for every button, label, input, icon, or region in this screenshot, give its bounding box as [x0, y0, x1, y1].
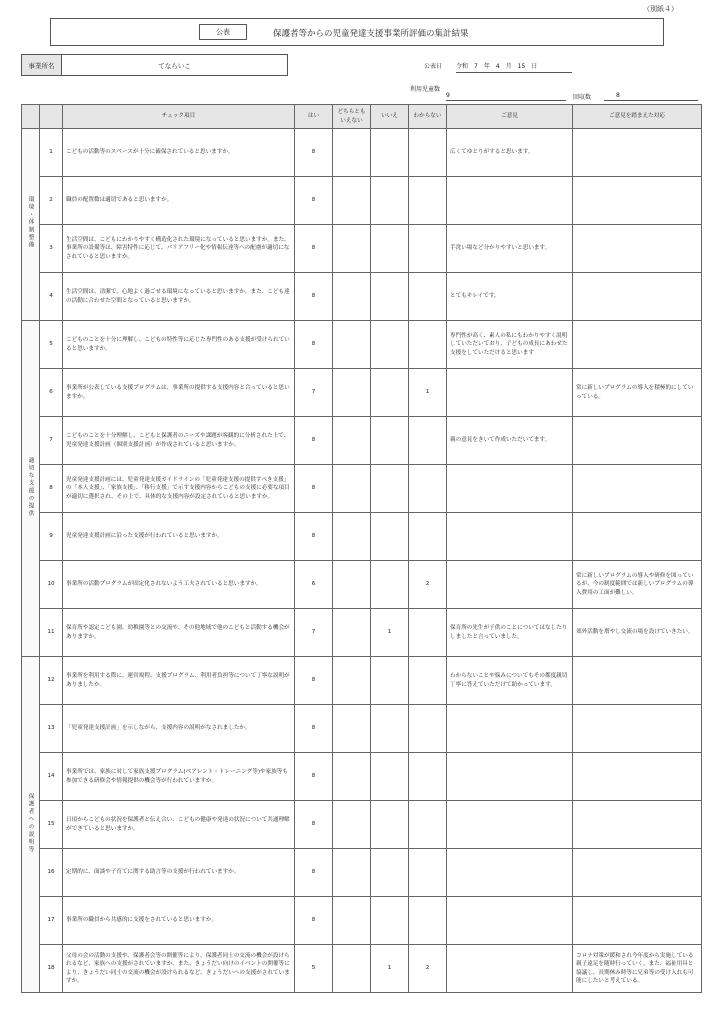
- answer-yes: 8: [295, 177, 333, 225]
- opinion-text: [447, 561, 573, 609]
- row-number: 5: [40, 321, 63, 369]
- row-number: 16: [40, 849, 63, 897]
- item-text: 日頃からこどもの状況を保護者と伝え合い、こどもの健康や発達の状況について共通理解ができていると思いますか。: [63, 801, 295, 849]
- table-row: [22, 417, 702, 465]
- category-cell: [22, 321, 40, 657]
- opinion-text: [447, 849, 573, 897]
- answer-no: [371, 897, 409, 945]
- header-neither: どちらとも いえない: [333, 105, 371, 129]
- header-response: ご意見を踏まえた対応: [573, 105, 702, 129]
- opinion-text: [447, 465, 573, 513]
- answer-no: [371, 465, 409, 513]
- answer-unknown: [409, 465, 447, 513]
- answer-no: [371, 225, 409, 273]
- row-number: 8: [40, 465, 63, 513]
- answer-yes: 8: [295, 753, 333, 801]
- answer-unknown: [409, 273, 447, 321]
- answer-unknown: [409, 801, 447, 849]
- row-number: 14: [40, 753, 63, 801]
- item-text: 事業所が公表している支援プログラムは、事業所の提供する支援内容と合っていると思いますか。: [63, 369, 295, 417]
- item-text: 定期的に、面談や子育てに関する助言等の支援が行われていますか。: [63, 849, 295, 897]
- header-no: いいえ: [371, 105, 409, 129]
- opinion-text: [447, 369, 573, 417]
- answer-no: [371, 705, 409, 753]
- answer-yes: 8: [295, 273, 333, 321]
- answer-unknown: 2: [409, 561, 447, 609]
- answer-neither: [333, 897, 371, 945]
- answer-yes: 8: [295, 321, 333, 369]
- row-number: 7: [40, 417, 63, 465]
- answer-no: [371, 513, 409, 561]
- evaluation-table: [21, 104, 702, 993]
- header-yes: はい: [295, 105, 333, 129]
- answer-unknown: [409, 225, 447, 273]
- item-text: 事業所の職員から共感的に支援をされていると思いますか。: [63, 897, 295, 945]
- answer-neither: [333, 945, 371, 993]
- answer-unknown: [409, 705, 447, 753]
- answer-yes: 8: [295, 465, 333, 513]
- answer-yes: 8: [295, 801, 333, 849]
- answer-yes: 7: [295, 609, 333, 657]
- answer-no: [371, 561, 409, 609]
- response-text: [573, 225, 702, 273]
- annex-label: （別紙４）: [643, 5, 678, 13]
- answer-neither: [333, 609, 371, 657]
- page-title: 保護者等からの児童発達支援事業所評価の集計結果: [273, 29, 469, 39]
- answer-no: 1: [371, 945, 409, 993]
- opinion-text: [447, 753, 573, 801]
- table-row: [22, 129, 702, 177]
- answer-neither: [333, 177, 371, 225]
- row-number: 10: [40, 561, 63, 609]
- item-text: 父母の会の活動の支援や、保護者会等の開催等により、保護者同士の交流の機会が設けられるなど、家族への支援がされていますか。また、きょうだい向けのイベントの開催等により、きょうだい同士の交流の機会が設けられるなど、きょうだいへの支援がされていますか。: [63, 945, 295, 993]
- answer-yes: 7: [295, 369, 333, 417]
- response-text: [573, 801, 702, 849]
- response-text: 郊外活動を増やし交流の場を設けていきたい。: [573, 609, 702, 657]
- response-text: 常に新しいプログラムの導入や研修を図っているが、今の制度範囲では新しいプログラムの導入費用の工面が難しい。: [573, 561, 702, 609]
- answer-yes: 8: [295, 705, 333, 753]
- answer-no: [371, 273, 409, 321]
- answer-no: [371, 849, 409, 897]
- response-text: [573, 753, 702, 801]
- item-text: 児童発達支援計画に沿った支援が行われていると思いますか。: [63, 513, 295, 561]
- response-count-label: 回収数: [573, 94, 592, 101]
- table-row: [22, 801, 702, 849]
- answer-neither: [333, 705, 371, 753]
- category-label: 保護者への説明等: [27, 792, 34, 854]
- opinion-text: 専門性が高く、素人の私にもわかりやすく説明していただいており、子どもの成長にあわせた支援をしていただけると思います: [447, 321, 573, 369]
- opinion-text: 手洗い場など分かりやすいと思います。: [447, 225, 573, 273]
- table-row: [22, 561, 702, 609]
- header-opinion: ご意見: [447, 105, 573, 129]
- answer-yes: 5: [295, 945, 333, 993]
- answer-no: [371, 753, 409, 801]
- table-row: [22, 177, 702, 225]
- facility-label: 事業所名: [21, 54, 62, 76]
- opinion-text: [447, 177, 573, 225]
- row-number: 9: [40, 513, 63, 561]
- item-text: こどものことを十分理解し、こどもと保護者のニーズや課題が客観的に分析された上で、児童発達支援計画（個別支援計画）が作成されていると思いますか。: [63, 417, 295, 465]
- table-row: [22, 753, 702, 801]
- answer-no: [371, 177, 409, 225]
- answer-neither: [333, 513, 371, 561]
- item-text: 保育所や認定こども園、幼稚園等との交流や、その他地域で他のこどもと活動する機会がありますか。: [63, 609, 295, 657]
- answer-unknown: [409, 753, 447, 801]
- response-text: [573, 897, 702, 945]
- table-row: [22, 225, 702, 273]
- public-tag: 公表: [199, 24, 247, 40]
- header-unknown: わからない: [409, 105, 447, 129]
- row-number: 17: [40, 897, 63, 945]
- response-text: [573, 465, 702, 513]
- item-text: 児童発達支援計画には、児童発達支援ガイドラインの「児童発達支援の提供すべき支援」の「本人支援」、「家族支援」、「移行支援」で示す支援内容からこどもの支援に必要な項目が適切に選択され、その上で、具体的な支援内容が設定されていると思いますか。: [63, 465, 295, 513]
- answer-neither: [333, 369, 371, 417]
- table-row: [22, 369, 702, 417]
- row-number: 4: [40, 273, 63, 321]
- answer-yes: 6: [295, 561, 333, 609]
- answer-unknown: [409, 321, 447, 369]
- table-row: [22, 513, 702, 561]
- row-number: 6: [40, 369, 63, 417]
- response-text: [573, 705, 702, 753]
- row-number: 11: [40, 609, 63, 657]
- response-text: コロナ対策が緩和され今年度から実施している親子遠足を随時行っていく。また、福祉用具と協議し、長期休み時等に兄弟等の受け入れも可能にしたいと考えている。: [573, 945, 702, 993]
- answer-no: [371, 417, 409, 465]
- answer-unknown: [409, 609, 447, 657]
- answer-no: [371, 369, 409, 417]
- item-text: 「児童発達支援計画」を示しながら、支援内容の説明がなされましたか。: [63, 705, 295, 753]
- response-text: [573, 417, 702, 465]
- opinion-text: [447, 897, 573, 945]
- answer-unknown: [409, 129, 447, 177]
- answer-neither: [333, 657, 371, 705]
- response-text: [573, 849, 702, 897]
- item-text: 事業所を利用する際に、運営規程、支援プログラム、利用者負担等について丁寧な説明がありましたか。: [63, 657, 295, 705]
- answer-yes: 8: [295, 417, 333, 465]
- table-row: [22, 465, 702, 513]
- item-text: こどものことを十分に理解し、こどもの特性等に応じた専門性のある支援が受けられていると思いますか。: [63, 321, 295, 369]
- item-text: 職員の配置数は適切であると思いますか。: [63, 177, 295, 225]
- answer-yes: 8: [295, 849, 333, 897]
- answer-neither: [333, 321, 371, 369]
- answer-neither: [333, 561, 371, 609]
- answer-unknown: [409, 177, 447, 225]
- item-text: 生活空間は、こどもにわかりやすく構造化された環境になっていると思いますか。また、事業所の設備等は、障害特性に応じて、バリアフリー化や情報伝達等への配慮が適切になされていると思いますか。: [63, 225, 295, 273]
- response-text: [573, 657, 702, 705]
- opinion-text: [447, 945, 573, 993]
- response-text: [573, 273, 702, 321]
- answer-neither: [333, 129, 371, 177]
- answer-neither: [333, 801, 371, 849]
- response-text: 常に新しいプログラムの導入を積極的にしていっている。: [573, 369, 702, 417]
- header-number: [40, 105, 63, 129]
- title-box: [50, 18, 664, 46]
- response-text: [573, 177, 702, 225]
- answer-neither: [333, 465, 371, 513]
- item-text: 事業所では、家族に対して家族支援プログラム(ペアレント・トレーニング等)や家族等も参加できる研修会や情報提供の機会等が行われていますか。: [63, 753, 295, 801]
- user-count: 9: [446, 92, 566, 101]
- answer-neither: [333, 849, 371, 897]
- table-row: [22, 897, 702, 945]
- table-row: [22, 609, 702, 657]
- table-row: [22, 705, 702, 753]
- opinion-text: わからないことや悩みについてもその都度親切丁寧に答えていただけて助かっています。: [447, 657, 573, 705]
- answer-no: [371, 801, 409, 849]
- opinion-text: [447, 513, 573, 561]
- opinion-text: [447, 801, 573, 849]
- row-number: 18: [40, 945, 63, 993]
- answer-no: 1: [371, 609, 409, 657]
- answer-neither: [333, 753, 371, 801]
- answer-no: [371, 657, 409, 705]
- answer-yes: 8: [295, 897, 333, 945]
- answer-yes: 8: [295, 513, 333, 561]
- answer-unknown: [409, 657, 447, 705]
- category-label: 適切な支援の提供: [27, 456, 34, 518]
- row-number: 13: [40, 705, 63, 753]
- answer-yes: 8: [295, 129, 333, 177]
- response-text: [573, 513, 702, 561]
- table-row: [22, 849, 702, 897]
- answer-unknown: 1: [409, 369, 447, 417]
- answer-yes: 8: [295, 225, 333, 273]
- item-text: 事業所の活動プログラムが固定化されないよう工夫されていると思いますか。: [63, 561, 295, 609]
- answer-no: [371, 321, 409, 369]
- opinion-text: [447, 705, 573, 753]
- row-number: 15: [40, 801, 63, 849]
- table-row: [22, 321, 702, 369]
- row-number: 3: [40, 225, 63, 273]
- answer-no: [371, 129, 409, 177]
- answer-unknown: [409, 849, 447, 897]
- answer-yes: 8: [295, 657, 333, 705]
- opinion-text: 親の意見をきいて作成いただいてます。: [447, 417, 573, 465]
- row-number: 1: [40, 129, 63, 177]
- answer-neither: [333, 225, 371, 273]
- answer-neither: [333, 273, 371, 321]
- header-item: チェック項目: [63, 105, 295, 129]
- publication-date: 令和 7 年 4 月 15 日: [456, 61, 572, 73]
- answer-neither: [333, 417, 371, 465]
- publication-date-label: 公表日: [424, 63, 443, 70]
- item-text: 生活空間は、清潔で、心地よく過ごせる環境になっていると思いますか。また、こども達の活動に合わせた空間となっていると思いますか。: [63, 273, 295, 321]
- response-count: 8: [604, 92, 698, 101]
- table-row: [22, 657, 702, 705]
- answer-unknown: [409, 417, 447, 465]
- item-text: こどもの活動等のスペースが十分に確保されていると思いますか。: [63, 129, 295, 177]
- row-number: 2: [40, 177, 63, 225]
- category-cell: [22, 657, 40, 993]
- opinion-text: 保育所の先生が子供のことについてはなしたりしましたと言っていました。: [447, 609, 573, 657]
- opinion-text: 広くてゆとりがすると思います。: [447, 129, 573, 177]
- answer-unknown: 2: [409, 945, 447, 993]
- category-cell: [22, 129, 40, 321]
- opinion-text: とてもキレイです。: [447, 273, 573, 321]
- answer-unknown: [409, 897, 447, 945]
- table-header-row: [22, 105, 702, 129]
- response-text: [573, 321, 702, 369]
- table-row: [22, 273, 702, 321]
- answer-unknown: [409, 513, 447, 561]
- facility-name: てならいこ: [62, 54, 288, 76]
- row-number: 12: [40, 657, 63, 705]
- category-label: 環境・体制整備: [27, 196, 34, 250]
- header-category: [22, 105, 40, 129]
- table-row: [22, 945, 702, 993]
- response-text: [573, 129, 702, 177]
- user-count-label: 利用児童数: [410, 86, 441, 93]
